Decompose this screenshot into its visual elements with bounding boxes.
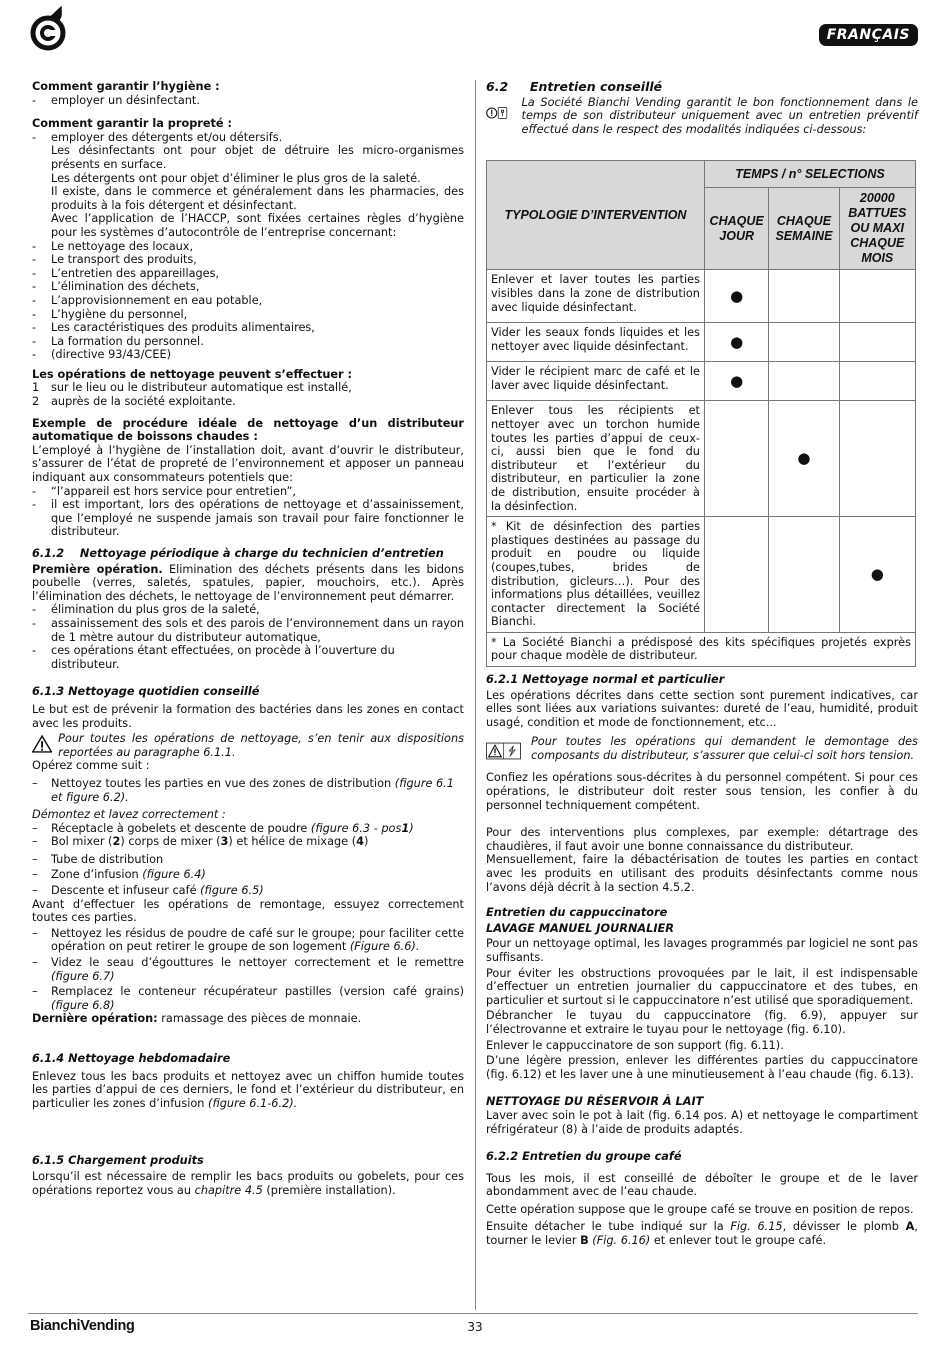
electrical-hazard-icon bbox=[486, 735, 521, 767]
table-row bbox=[487, 323, 916, 362]
maintenance-warning-icon bbox=[486, 96, 508, 130]
cappuccinatore-heading: Entretien du cappuccinatore bbox=[486, 906, 668, 920]
table-row bbox=[487, 401, 916, 517]
table-cell bbox=[769, 270, 839, 323]
table-cell: Enlever tous les récipients et nettoyer avec un torchon humide toutes les parties d’appui de ceux-ci, aussi bien que le fond du distributeur et l’extérieur du distributeur, en particulier la zone de distribution, ensuite procéder à la désinfection. bbox=[487, 401, 705, 517]
cappuccinatore-subheading: LAVAGE MANUEL JOURNALIER bbox=[486, 921, 674, 935]
table-cell: * Kit de désinfection des parties plastiques destinées au passage du produit en poudre ou liquide (coupes,tubes, brides de distribution, gicleurs…). Pour des informations plus détaillées, veuillez contacter directement la Société Bianchi. bbox=[487, 517, 705, 633]
footer-rule bbox=[28, 1313, 918, 1314]
paragraph: Enlevez tous les bacs produits et nettoyez avec un chiffon humide toutes les parties d’appui de ces derniers, le fond et l’extérieur du distributeur, en particulier les zones d’infusion (figure 6.1-6.2). bbox=[32, 1069, 464, 1110]
maintenance-note: La Société Bianchi Vending garantit le bon fonctionnement dans le temps de son distributeur uniquement avec un entretien préventif effectué dans le respect des modalités indiquées ci-dessous: bbox=[486, 96, 918, 137]
section-6-2-1-heading: 6.2.1 Nettoyage normal et particulier bbox=[486, 673, 725, 687]
list-item: - L’hygiène du personnel, bbox=[32, 307, 188, 321]
paragraph: D’une légère pression, enlever les différentes parties du cappuccinatore (fig. 6.12) et les laver une à une minutieusement à l’eau chaude (fig. 6.13). bbox=[486, 1054, 918, 1081]
list-item: – Tube de distribution bbox=[32, 852, 164, 866]
paragraph: Mensuellement, faire la débactérisation de toutes les parties en contact avec les produits en utilisant des produits désinfectants comme nous l’avons déjà décrit à la section 4.5.2. bbox=[486, 853, 918, 894]
header-chaque-jour: CHAQUE JOUR bbox=[704, 188, 768, 270]
list-item: – Remplacez le conteneur récupérateur pastilles (version café grains) (figure 6.8) bbox=[32, 985, 464, 1012]
table-cell: ● bbox=[704, 362, 768, 401]
list-item: – Bol mixer (2) corps de mixer (3) et hélice de mixage (4) bbox=[32, 835, 369, 849]
list-item: - (directive 93/43/CEE) bbox=[32, 348, 172, 362]
table-cell: ● bbox=[704, 323, 768, 362]
paragraph: Avec l’application de l’HACCP, sont fixées certaines règles d’hygiène pour les systèmes d’autocontrôle de l’entreprise concernant: bbox=[51, 212, 464, 239]
bianchi-logo-icon bbox=[28, 6, 70, 52]
warning-note: Pour toutes les opérations de nettoyage, s’en tenir aux dispositions reportées au paragraphe 6.1.1. bbox=[32, 732, 464, 759]
maintenance-schedule-table bbox=[486, 160, 916, 667]
table-cell bbox=[839, 401, 915, 517]
left-column bbox=[32, 80, 464, 1197]
table-cell: ● bbox=[839, 517, 915, 633]
list-item: - assainissement des sols et des parois de l’environnement dans un rayon de 1 mètre autour du distributeur automatique, bbox=[32, 616, 464, 644]
section-6-1-5-heading: 6.1.5 Chargement produits bbox=[32, 1154, 204, 1168]
table-cell: Vider le récipient marc de café et le laver avec liquide désinfectant. bbox=[487, 362, 705, 401]
paragraph: Les détergents ont pour objet d’éliminer le plus gros de la saleté. bbox=[51, 171, 421, 185]
table-cell bbox=[839, 362, 915, 401]
table-cell bbox=[839, 270, 915, 323]
list-item: - ces opérations étant effectuées, on procède à l’ouverture du distributeur. bbox=[32, 644, 395, 671]
right-column bbox=[486, 80, 918, 1248]
table-cell: Enlever et laver toutes les parties visibles dans la zone de distribution avec liquide désinfectant. bbox=[487, 270, 705, 323]
table-footnote: * La Société Bianchi a prédisposé des kits spécifiques projetés exprès pour chaque modèle de distributeur. bbox=[487, 632, 916, 666]
section-6-1-4-heading: 6.1.4 Nettoyage hebdomadaire bbox=[32, 1052, 231, 1065]
language-badge: FRANÇAIS bbox=[819, 24, 918, 46]
paragraph: Première opération. Elimination des déchets présents dans les bidons poubelle (verres, saletés, spatules, papier, mouchoirs, etc.). Après l’élimination des déchets, le nettoyage de l’environnement peut démarrer. bbox=[32, 562, 464, 603]
paragraph: Opérez comme suit : bbox=[32, 759, 150, 773]
hygiene-title: Comment garantir l’hygiène : bbox=[32, 80, 220, 93]
cleanliness-title: Comment garantir la propreté : bbox=[32, 117, 233, 131]
table-cell bbox=[769, 362, 839, 401]
header-chaque-mois: 20000 BATTUES OU MAXI CHAQUE MOIS bbox=[839, 188, 915, 270]
table-footnote-row bbox=[487, 632, 916, 666]
list-item: - Le transport des produits, bbox=[32, 253, 197, 267]
section-6-2-heading: 6.2 Entretien conseillé bbox=[486, 79, 663, 94]
footer-brand-logo: BianchiVending bbox=[30, 1318, 135, 1334]
list-item: 2 auprès de la société exploitante. bbox=[32, 395, 236, 409]
milk-reservoir-heading: NETTOYAGE DU RÉSERVOIR À LAIT bbox=[486, 1095, 704, 1109]
paragraph: Laver avec soin le pot à lait (fig. 6.14 pos. A) et nettoyage le compartiment réfrigérateur (8) à l’aide de produits adaptés. bbox=[486, 1108, 918, 1136]
table-cell: Vider les seaux fonds liquides et les nettoyer avec liquide désinfectant. bbox=[487, 323, 705, 362]
list-item: – Descente et infuseur café (figure 6.5) bbox=[32, 884, 264, 898]
table-row bbox=[487, 270, 916, 323]
paragraph: Pour des interventions plus complexes, par exemple: détartrage des chaudières, il faut avoir une bonne connaissance du distributeur. bbox=[486, 826, 918, 853]
list-item: - La formation du personnel. bbox=[32, 334, 204, 348]
table-cell: ● bbox=[769, 401, 839, 517]
list-item: – Réceptacle à gobelets et descente de poudre (figure 6.3 - pos1) bbox=[32, 821, 414, 835]
paragraph: Lorsqu’il est nécessaire de remplir les bacs produits ou gobelets, pour ces opérations reportez vous au chapitre 4.5 (première installation). bbox=[32, 1169, 464, 1197]
paragraph: Pour éviter les obstructions provoquées par le lait, il est indispensable d’effectuer un entretien journalier du cappuccinatore et des tubes, en particulier et surtout si le cappuccinatore n’est utilisé que sporadiquement. bbox=[486, 966, 918, 1007]
header-typologie: TYPOLOGIE D’INTERVENTION bbox=[487, 161, 705, 270]
paragraph: Les opérations décrites dans cette section sont purement indicatives, car elles sont liées aux variations suivantes: dureté de l’eau, humidité, produit usagé, condition et mode de fonctionnement, etc... bbox=[486, 688, 918, 729]
list-item: - L’approvisionnement en eau potable, bbox=[32, 293, 263, 307]
list-item: - élimination du plus gros de la saleté, bbox=[32, 603, 260, 617]
table-cell bbox=[839, 323, 915, 362]
table-cell bbox=[704, 517, 768, 633]
paragraph: Le but est de prévenir la formation des bactéries dans les zones en contact avec les produits. bbox=[32, 702, 464, 730]
list-item: – Zone d’infusion (figure 6.4) bbox=[32, 868, 206, 882]
paragraph: Cette opération suppose que le groupe café se trouve en position de repos. bbox=[486, 1202, 914, 1216]
list-item: – Nettoyez les résidus de poudre de café sur le groupe; pour faciliter cette opération on peut retirer le groupe de son logement (Figure 6.6). bbox=[32, 926, 464, 954]
operations-title: Les opérations de nettoyage peuvent s’effectuer : bbox=[32, 367, 353, 381]
list-item: 1 sur le lieu ou le distributeur automatique est installé, bbox=[32, 381, 352, 395]
header-chaque-semaine: CHAQUE SEMAINE bbox=[769, 188, 839, 270]
list-item: - employer des détergents et/ou détersifs. bbox=[32, 130, 283, 144]
electrical-warning-note: Pour toutes les opérations qui demandent le demontage des composants du distributeur, s’assurer que celui-ci soit hors tension. bbox=[486, 735, 918, 767]
paragraph: Pour un nettoyage optimal, les lavages programmés par logiciel ne sont pas suffisants. bbox=[486, 937, 918, 964]
paragraph: Enlever le cappuccinatore de son support (fig. 6.11). bbox=[486, 1038, 784, 1052]
list-item: - L’entretien des appareillages, bbox=[32, 266, 220, 280]
list-item: - “l’appareil est hors service pour entretien”, bbox=[32, 484, 296, 498]
paragraph: Il existe, dans le commerce et généralement dans les pharmacies, des produits à la fois détergent et désinfectant. bbox=[51, 185, 464, 212]
list-item: - employer un désinfectant. bbox=[32, 93, 200, 107]
list-item: - il est important, lors des opérations de nettoyage et d’assainissement, que l’employé ne suspende jamais son travail pour faire fonctionner le distributeur. bbox=[32, 498, 464, 539]
table-cell bbox=[769, 323, 839, 362]
paragraph: Confiez les opérations sous-décrites à du personnel compétent. Si pour ces opérations, le distributeur doit rester sous tension, les confier à du personnel techniquement compétent. bbox=[486, 771, 918, 812]
page-number: 33 bbox=[467, 1320, 483, 1334]
list-item: – Nettoyez toutes les parties en vue des zones de distribution (figure 6.1 et figure 6.2). bbox=[32, 776, 454, 804]
paragraph: Tous les mois, il est conseillé de déboîter le groupe et de le laver abondamment avec de l’eau chaude. bbox=[486, 1171, 918, 1199]
section-6-1-2-heading: 6.1.2 Nettoyage périodique à charge du technicien d’entretien bbox=[32, 547, 444, 560]
list-item: - L’élimination des déchets, bbox=[32, 280, 200, 294]
list-item: – Videz le seau d’égouttures le nettoyer correctement et le remettre (figure 6.7) bbox=[32, 956, 464, 983]
table-cell: ● bbox=[704, 270, 768, 323]
paragraph: Les désinfectants ont pour objet de détruire les micro-organismes présents en surface. bbox=[51, 144, 464, 171]
list-item: - Les caractéristiques des produits alimentaires, bbox=[32, 321, 315, 335]
paragraph: Dernière opération: ramassage des pièces de monnaie. bbox=[32, 1012, 362, 1026]
section-6-1-3-heading: 6.1.3 Nettoyage quotidien conseillé bbox=[32, 685, 260, 699]
table-row bbox=[487, 362, 916, 401]
paragraph: Démontez et lavez correctement : bbox=[32, 808, 226, 822]
example-title: Exemple de procédure idéale de nettoyage d’un distributeur automatique de boissons chaudes : bbox=[32, 416, 464, 444]
column-divider bbox=[475, 80, 476, 1310]
paragraph: L’employé à l’hygiène de l’installation doit, avant d’ouvrir le distributeur, s’assurer de l’état de propreté de l’environnement et apposer un panneau indiquant aux consommateurs potentiels que: bbox=[32, 443, 464, 485]
section-6-2-2-heading: 6.2.2 Entretien du groupe café bbox=[486, 1150, 682, 1164]
table-cell bbox=[704, 401, 768, 517]
paragraph: Avant d’effectuer les opérations de remontage, essuyez correctement toutes ces parties. bbox=[32, 897, 464, 925]
table-cell bbox=[769, 517, 839, 633]
warning-triangle-icon bbox=[32, 732, 52, 756]
table-header-row bbox=[487, 161, 916, 188]
list-item: - Le nettoyage des locaux, bbox=[32, 239, 194, 253]
table-row bbox=[487, 517, 916, 633]
paragraph: Débrancher le tuyau du cappuccinatore (fig. 6.9), appuyer sur l’électrovanne et extraire le tuyau pour le nettoyage (fig. 6.10). bbox=[486, 1009, 918, 1036]
paragraph: Ensuite détacher le tube indiqué sur la Fig. 6.15, dévisser le plomb A, tourner le levier B (Fig. 6.16) et enlever tout le groupe café. bbox=[486, 1220, 918, 1248]
header-temps: TEMPS / n° SELECTIONS bbox=[704, 161, 915, 188]
